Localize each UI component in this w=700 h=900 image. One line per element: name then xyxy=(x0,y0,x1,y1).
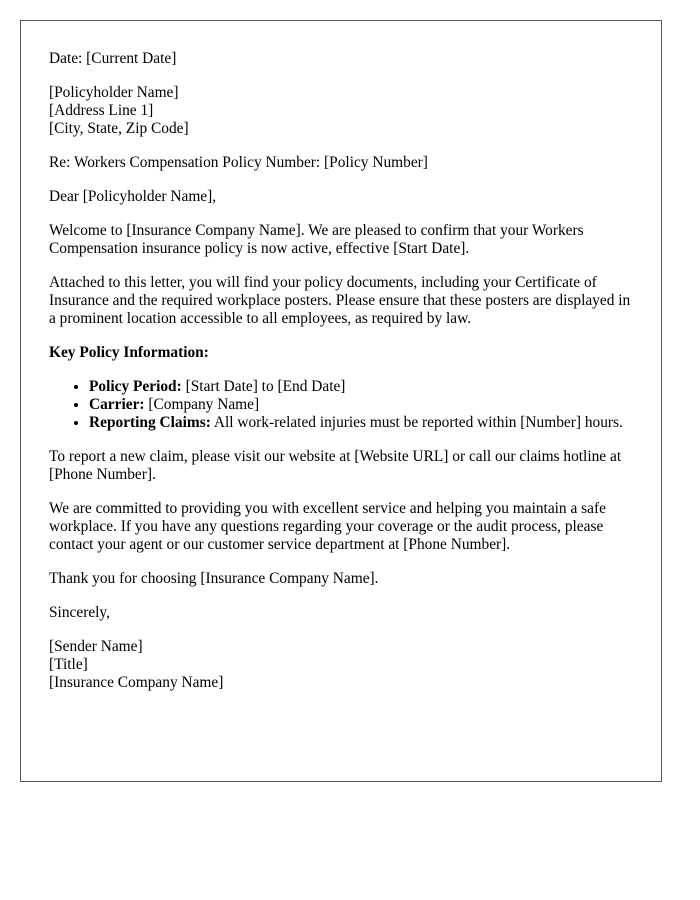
paragraph-claims: To report a new claim, please visit our website at [Website URL] or call our claims hotline at [Phone Number]. xyxy=(49,448,622,483)
key-info-label: Carrier: xyxy=(89,396,145,413)
key-info-item-policy-period xyxy=(89,378,633,396)
recipient-name: [Policyholder Name] xyxy=(49,84,179,101)
key-info-item-reporting-claims xyxy=(89,414,633,432)
date-line: Date: [Current Date] xyxy=(49,50,177,67)
recipient-address-line-1: [Address Line 1] xyxy=(49,102,154,119)
paragraph-attached: Attached to this letter, you will find your policy documents, including your Certificate of Insurance and the required workplace posters. Please ensure that these posters are displayed in a prominent location accessible to all employees, as required by law. xyxy=(49,274,631,327)
paragraph-committed: We are committed to providing you with excellent service and helping you maintain a safe workplace. If you have any questions regarding your coverage or the audit process, please contact your agent or our customer service department at [Phone Number]. xyxy=(49,500,606,553)
re-line: Re: Workers Compensation Policy Number: [Policy Number] xyxy=(49,154,428,171)
key-info-value: [Start Date] to [End Date] xyxy=(185,378,346,395)
salutation: Dear [Policyholder Name], xyxy=(49,188,217,205)
recipient-address xyxy=(49,84,633,138)
key-info-item-carrier xyxy=(89,396,633,414)
key-info-list xyxy=(49,378,633,432)
sender-company: [Insurance Company Name] xyxy=(49,674,224,691)
key-info-label: Reporting Claims: xyxy=(89,414,211,431)
letter-page xyxy=(20,20,662,782)
paragraph-thanks: Thank you for choosing [Insurance Company Name]. xyxy=(49,570,379,587)
key-info-heading: Key Policy Information: xyxy=(49,344,209,361)
paragraph-welcome: Welcome to [Insurance Company Name]. We are pleased to confirm that your Workers Compensation insurance policy is now active, effective [Start Date]. xyxy=(49,222,584,257)
closing: Sincerely, xyxy=(49,604,110,621)
key-info-label: Policy Period: xyxy=(89,378,182,395)
key-info-value: All work-related injuries must be reported within [Number] hours. xyxy=(213,414,623,431)
sender-name: [Sender Name] xyxy=(49,638,143,655)
key-info-value: [Company Name] xyxy=(148,396,260,413)
recipient-city-state-zip: [City, State, Zip Code] xyxy=(49,120,189,137)
sender-title: [Title] xyxy=(49,656,88,673)
signature-block xyxy=(49,638,633,692)
